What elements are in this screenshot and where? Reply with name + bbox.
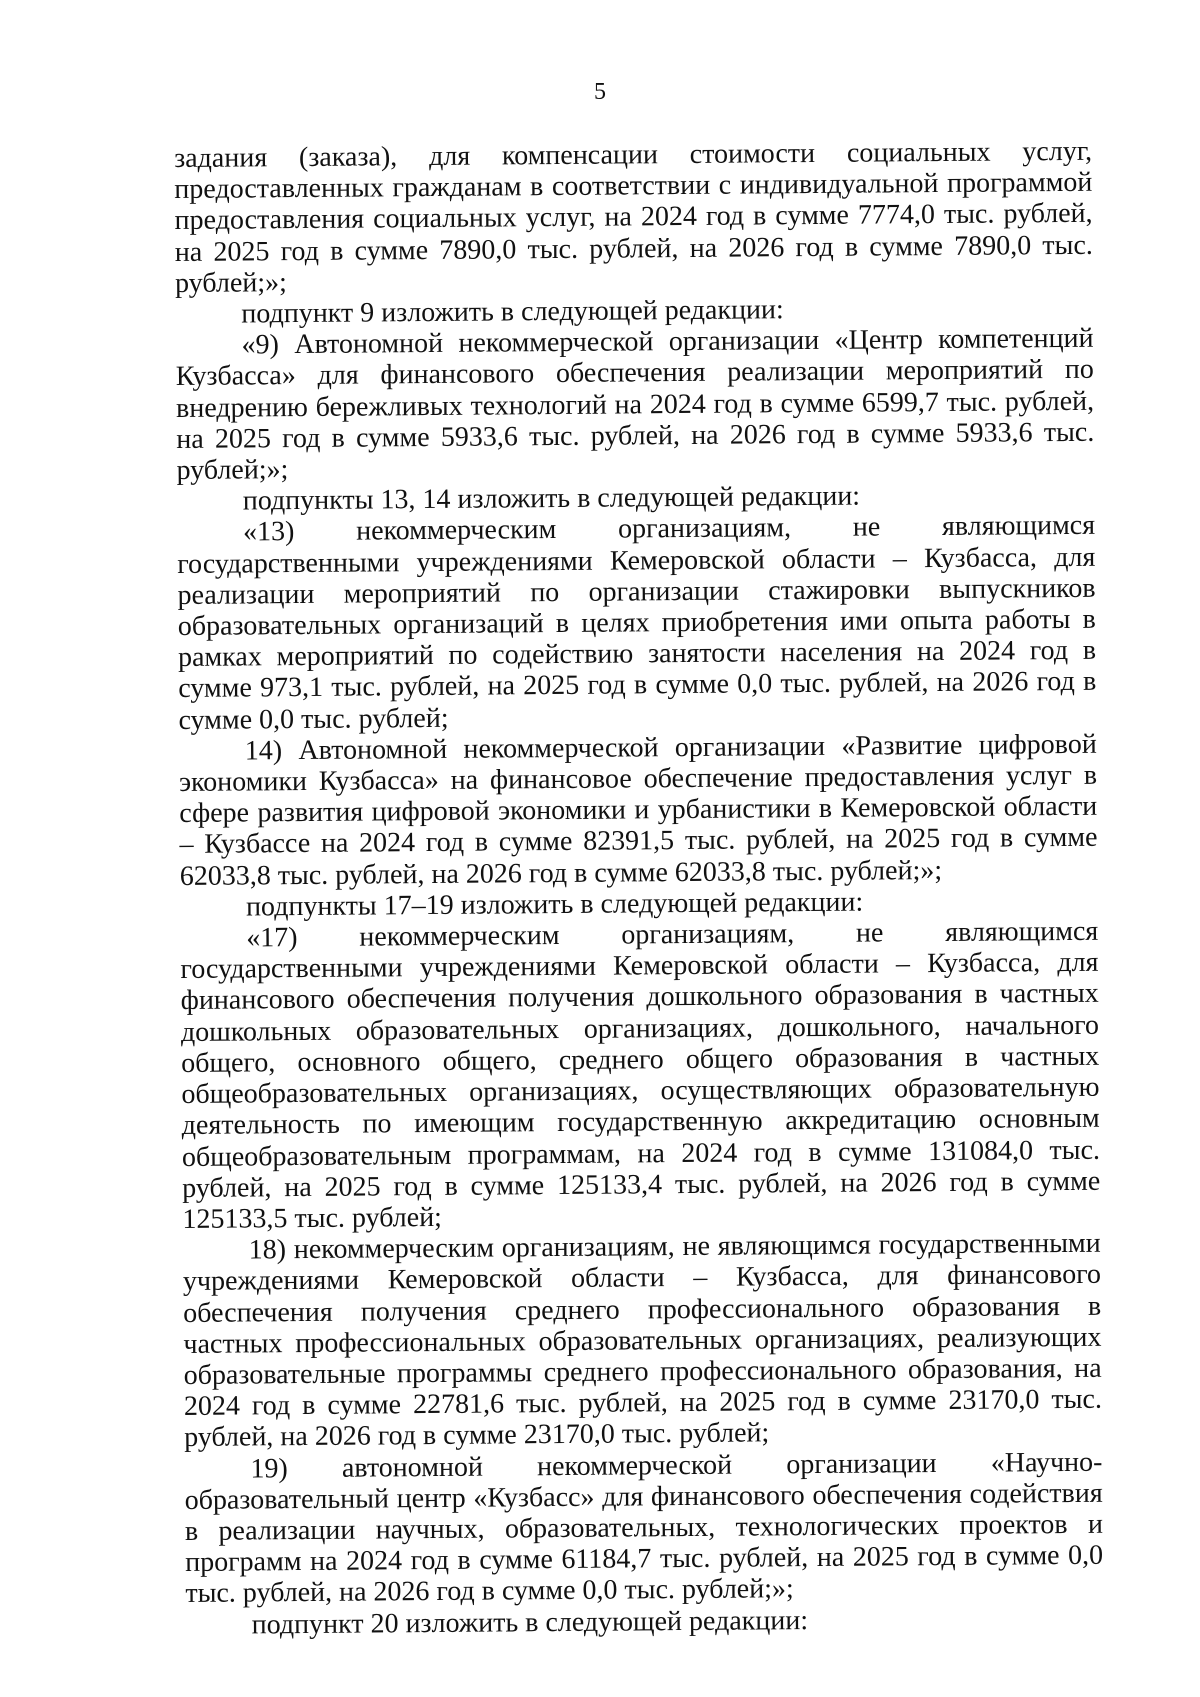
paragraph-instruction-20: подпункт 20 изложить в следующей редакции:	[251, 1604, 809, 1640]
paragraph-item-19: 19) автономной некоммерческой организации «Научно-образовательный центр «Кузбасс» для финансового обеспечения содействия в реализации научных, образовательных, технологических проектов и программ на 2024 год в сумме 61184,7 тыс. рублей, на 2025 год в сумме 0,0 тыс. рублей, на 2026 год в сумме 0,0 тыс. рублей;»;	[184, 1446, 1104, 1610]
document-body	[174, 136, 1104, 1641]
paragraph-item-17: «17) некоммерческим организациям, не являющимся государственными учреждениями Кемеровской области – Кузбасса, для финансового обеспечения получения дошкольного образования в частных дошкольных образовательных организациях, дошкольного, начального общего, основного общего, среднего общего образования в частных общеобразовательных организациях, осуществляющих образовательную деятельность по имеющим государственную аккредитацию основным общеобразовательным программам, на 2024 год в сумме 131084,0 тыс. рублей, на 2025 год в сумме 125133,4 тыс. рублей, на 2026 год в сумме 125133,5 тыс. рублей;	[180, 915, 1101, 1235]
page-number: 5	[594, 79, 606, 105]
paragraph-item-18: 18) некоммерческим организациям, не являющимся государственными учреждениями Кемеровской области – Кузбасса, для финансового обеспечения получения среднего профессионального образования в частных профессиональных образовательных организациях, реализующих образовательные программы среднего профессионального образования, на 2024 год в сумме 22781,6 тыс. рублей, на 2025 год в сумме 23170,0 тыс. рублей, на 2026 год в сумме 23170,0 тыс. рублей;	[182, 1227, 1103, 1454]
paragraph-instruction-13-14: подпункты 13, 14 изложить в следующей редакции:	[242, 480, 861, 517]
paragraph-item-9: «9) Автономной некоммерческой организации «Центр компетенций Кузбасса» для финансового обеспечения реализации мероприятий по внедрению бережливых технологий на 2024 год в сумме 6599,7 тыс. рублей, на 2025 год в сумме 5933,6 тыс. рублей, на 2026 год в сумме 5933,6 тыс. рублей;»;	[175, 323, 1095, 487]
paragraph-continuation: задания (заказа), для компенсации стоимости социальных услуг, предоставленных гражданам в соответствии с индивидуальной программой предоставления социальных услуг, на 2024 год в сумме 7774,0 тыс. рублей, на 2025 год в сумме 7890,0 тыс. рублей, на 2026 год в сумме 7890,0 тыс. рублей;»;	[174, 135, 1093, 299]
paragraph-item-14: 14) Автономной некоммерческой организации «Развитие цифровой экономики Кузбасса» на финансовое обеспечение предоставления услуг в сфере развития цифровой экономики и урбанистики в Кемеровской области – Кузбассе на 2024 год в сумме 82391,5 тыс. рублей, на 2025 год в сумме 62033,8 тыс. рублей, на 2026 год в сумме 62033,8 тыс. рублей;»;	[178, 728, 1098, 892]
paragraph-instruction-17-19: подпункты 17–19 изложить в следующей редакции:	[245, 886, 864, 923]
paragraph-item-13: «13) некоммерческим организациям, не являющимся государственными учреждениями Кемеровской области – Кузбасса, для реализации мероприятий по организации стажировки выпускников образовательных организаций в целях приобретения ими опыта работы в рамках мероприятий по содействию занятости населения на 2024 год в сумме 973,1 тыс. рублей, на 2025 год в сумме 0,0 тыс. рублей, на 2026 год в сумме 0,0 тыс. рублей;	[177, 510, 1097, 736]
paragraph-instruction-9: подпункт 9 изложить в следующей редакции:	[241, 294, 784, 330]
